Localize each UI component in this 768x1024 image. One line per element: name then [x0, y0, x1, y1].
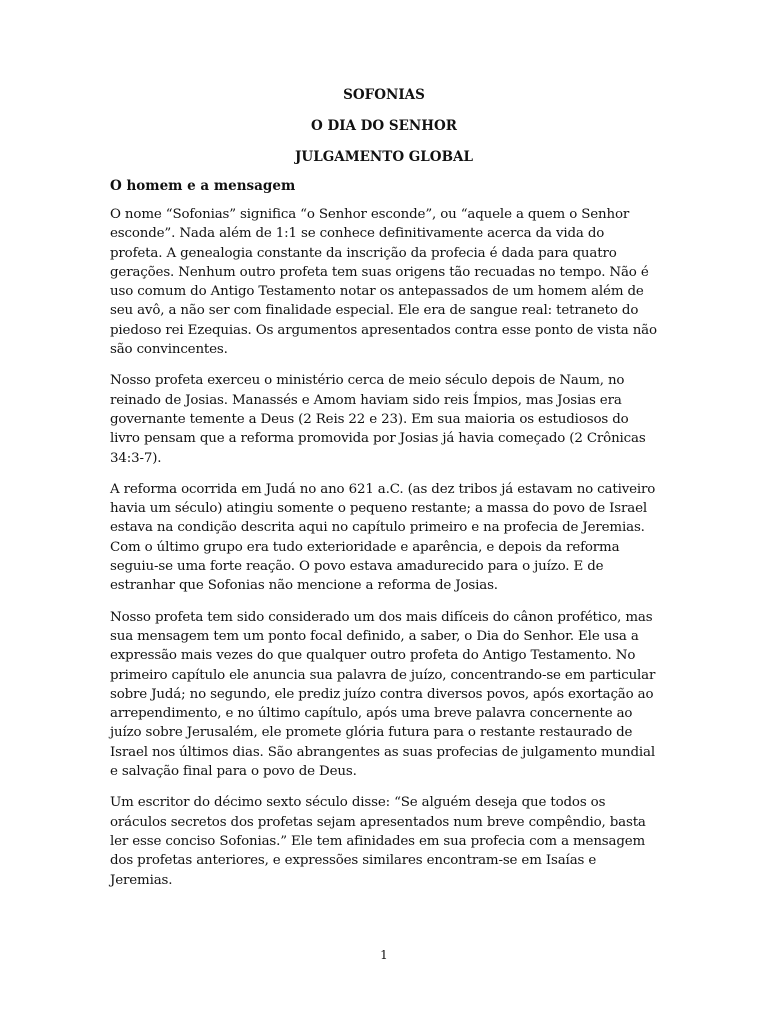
subtitle-day-of-lord: O DIA DO SENHOR: [311, 118, 457, 134]
section-heading: O homem e a mensagem: [110, 178, 296, 194]
paragraph-quote: Um escritor do décimo sexto século disse: “Se alguém deseja que todos os oráculos secretos dos profetas sejam apresentados num breve compêndio, basta ler esse conciso Sofonias.” Ele tem afinidades em sua profecia com a mensagem dos profetas anteriores, e expressões similares encontram-se em Isaías e Jeremias.: [110, 795, 646, 888]
document-body: [110, 86, 658, 902]
page-number: 1: [380, 948, 388, 962]
subtitle-global-judgment: JULGAMENTO GLOBAL: [295, 149, 473, 165]
paragraph-reform: A reforma ocorrida em Judá no ano 621 a.C. (as dez tribos já estavam no cativeiro havia um século) atingiu somente o pequeno restante; a massa do povo de Israel estava na condição descrita aqui no capítulo primeiro e na profecia de Jeremias. Com o último grupo era tudo exterioridade e aparência, e depois da reforma seguiu-se uma forte reação. O povo estava amadurecido para o juízo. E de estranhar que Sofonias não mencione a reforma de Josias.: [110, 481, 656, 594]
book-title: SOFONIAS: [343, 87, 425, 103]
paragraph-message: Nosso profeta tem sido considerado um dos mais difíceis do cânon profético, mas sua mensagem tem um ponto focal definido, a saber, o Dia do Senhor. Ele usa a expressão mais vezes do que qualquer outro profeta do Antigo Testamento. No primeiro capítulo ele anuncia sua palavra de juízo, concentrando-se em particular sobre Judá; no segundo, ele prediz juízo contra diversos povos, após exortação ao arrependimento, e no último capítulo, após uma breve palavra concernente ao juízo sobre Jerusalém, ele promete glória futura para o restante restaurado de Israel nos últimos dias. São abrangentes as suas profecias de julgamento mundial e salvação final para o povo de Deus.: [110, 609, 656, 780]
paragraph-name-meaning: O nome “Sofonias” significa “o Senhor esconde”, ou “aquele a quem o Senhor esconde”. Nada além de 1:1 se conhece definitivamente acerca da vida do profeta. A genealogia constante da inscrição da profecia é dada para quatro gerações. Nenhum outro profeta tem suas origens tão recuadas no tempo. Não é uso comum do Antigo Testamento notar os antepassados de um homem além de seu avô, a não ser com finalidade especial. Ele era de sangue real: tetraneto do piedoso rei Ezequias. Os argumentos apresentados contra esse ponto de vista não são convincentes.: [110, 207, 657, 358]
paragraph-ministry: Nosso profeta exerceu o ministério cerca de meio século depois de Naum, no reinado de Josias. Manassés e Amom haviam sido reis Ímpios, mas Josias era governante temente a Deus (2 Reis 22 e 23). Em sua maioria os estudiosos do livro pensam que a reforma promovida por Josias já havia começado (2 Crônicas 34:3-7).: [110, 373, 646, 466]
